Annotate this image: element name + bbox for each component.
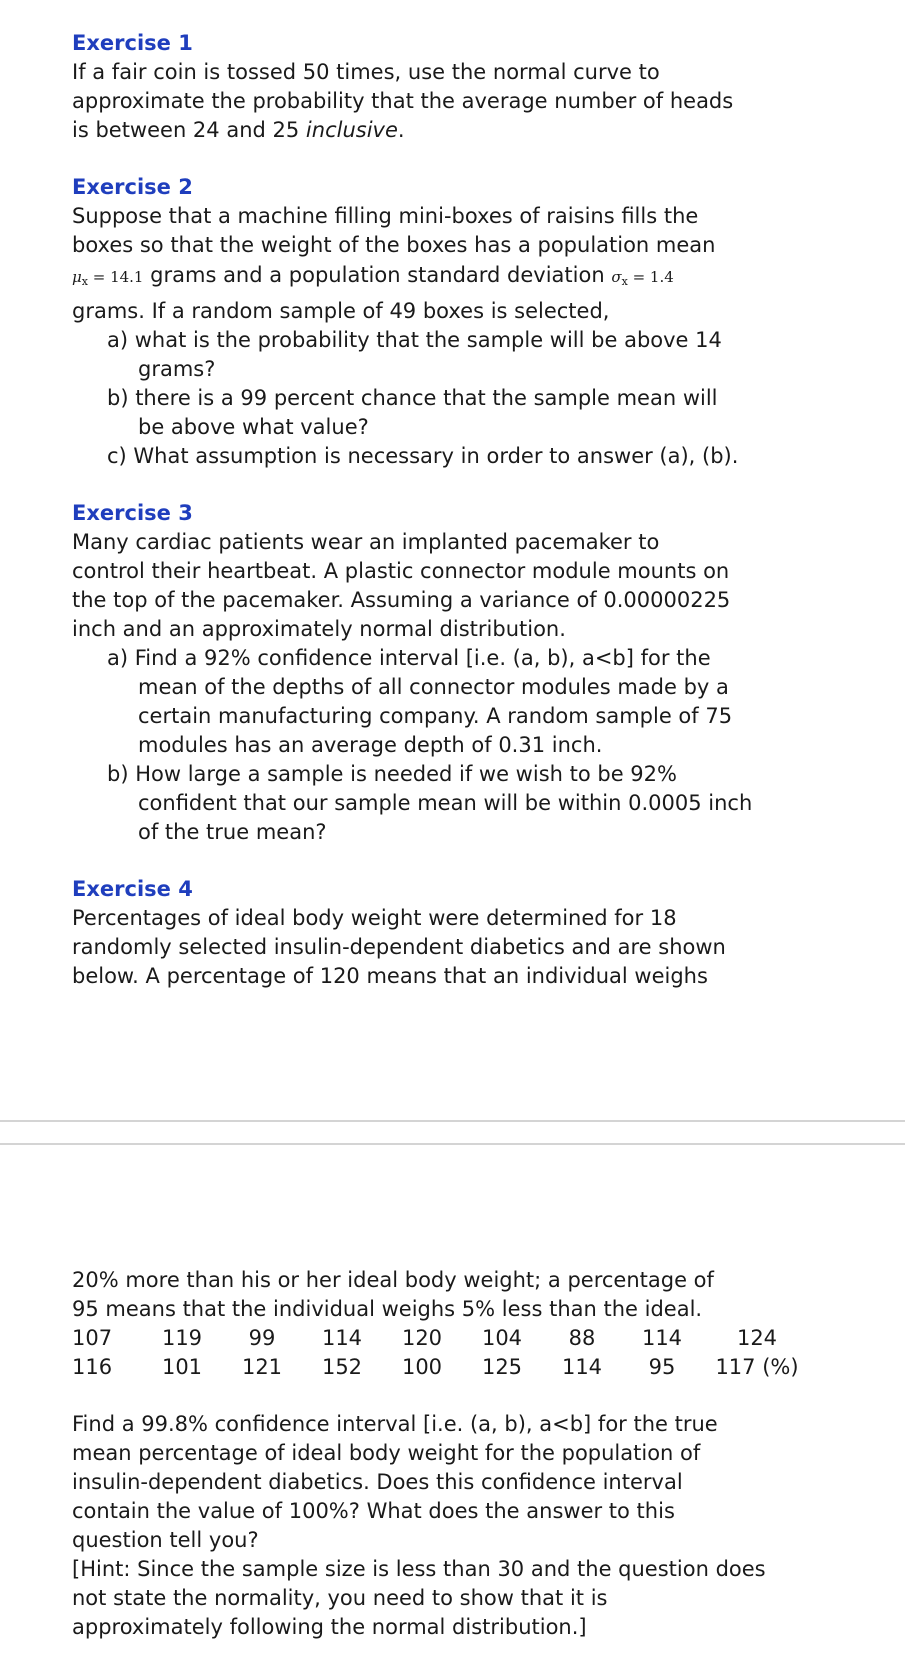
page-break-line [0,1143,905,1145]
data-value: 116 [72,1355,113,1379]
exercise-3-line: control their heartbeat. A plastic connector module mounts on [72,559,730,583]
exercise-2-line: $\mu_x = 14.1$ grams and a population standard deviation $\sigma_x = 1.4$ [72,263,674,288]
exercise-4-question: contain the value of 100%? What does the answer to this [72,1499,675,1523]
sigma-symbol: $\sigma_x = 1.4$ [611,268,674,288]
data-value: 100 [401,1355,443,1379]
exercise-4-line: 20% more than his or her ideal body weight; a percentage of [72,1268,714,1292]
data-value: 119 [161,1326,203,1350]
data-value: 95 [648,1355,676,1379]
exercise-4-line: below. A percentage of 120 means that an individual weighs [72,964,708,988]
exercise-3-part-a: a) Find a 92% confidence interval [i.e. (a, b), a<b] for the mean of the depths of all connector modules made by a certain manufacturing company. A random sample of 75 modules has an average depth of 0.31 inch. [107,646,733,757]
exercise-4-hint: approximately following the normal distribution.] [72,1615,587,1639]
exercise-4-question: question tell you? [72,1528,259,1552]
exercise-2-part-c: c) What assumption is necessary in order to answer (a), (b). [107,444,739,468]
page-break-line [0,1120,905,1122]
data-row [72,1324,852,1353]
data-value: 107 [72,1326,113,1350]
exercise-2-line: boxes so that the weight of the boxes has a population mean [72,233,716,257]
data-value: 152 [321,1355,363,1379]
mu-symbol: $\mu_x = 14.1$ [72,268,144,288]
exercise-4-line: 95 means that the individual weighs 5% less than the ideal. [72,1297,703,1321]
exercise-2-line: Suppose that a machine filling mini-boxes of raisins fills the [72,204,699,228]
exercise-1-line: is between 24 and 25 inclusive. [72,118,405,142]
exercise-4-line: randomly selected insulin-dependent diabetics and are shown [72,935,726,959]
lower-section [72,1266,852,1642]
data-value: 125 [481,1355,523,1379]
exercise-2-part-b: b) there is a 99 percent chance that the sample mean will be above what value? [107,386,718,439]
data-value: 120 [401,1326,443,1350]
data-value: 99 [248,1326,276,1350]
data-value: 121 [241,1355,283,1379]
data-value: 104 [481,1326,523,1350]
data-value: 114 [561,1355,603,1379]
exercise-1-line: If a fair coin is tossed 50 times, use the normal curve to [72,60,660,84]
exercise-2-part-a: a) what is the probability that the sample will be above 14 grams? [107,328,722,381]
exercise-3-line: the top of the pacemaker. Assuming a variance of 0.00000225 [72,588,731,612]
exercise-3-line: Many cardiac patients wear an implanted pacemaker to [72,530,660,554]
inclusive-word: inclusive [305,118,398,142]
exercise-4-hint: [Hint: Since the sample size is less than 30 and the question does [72,1557,766,1581]
data-value: 88 [568,1326,596,1350]
exercise-4-question: mean percentage of ideal body weight for the population of [72,1441,701,1465]
exercise-1-title: Exercise 1 [72,31,193,55]
exercise-1-line: approximate the probability that the average number of heads [72,89,734,113]
data-value: 117 (%) [715,1355,799,1379]
exercise-4-question: insulin-dependent diabetics. Does this confidence interval [72,1470,683,1494]
data-value: 114 [641,1326,683,1350]
exercise-4-question: Find a 99.8% confidence interval [i.e. (a, b), a<b] for the true [72,1412,718,1436]
exercise-3-part-b: b) How large a sample is needed if we wish to be 92% confident that our sample mean will be within 0.0005 inch of the true mean? [107,762,753,844]
exercise-3-line: inch and an approximately normal distribution. [72,617,566,641]
exercise-4-title: Exercise 4 [72,877,193,901]
data-value: 114 [321,1326,363,1350]
exercise-4-line: Percentages of ideal body weight were determined for 18 [72,906,677,930]
data-row [72,1353,852,1382]
exercise-2-title: Exercise 2 [72,175,193,199]
data-value: 101 [161,1355,203,1379]
exercise-4-hint: not state the normality, you need to show that it is [72,1586,608,1610]
exercise-3-title: Exercise 3 [72,501,193,525]
upper-section [72,29,852,991]
exercise-2-line: grams. If a random sample of 49 boxes is selected, [72,299,610,323]
data-value: 124 [736,1326,778,1350]
